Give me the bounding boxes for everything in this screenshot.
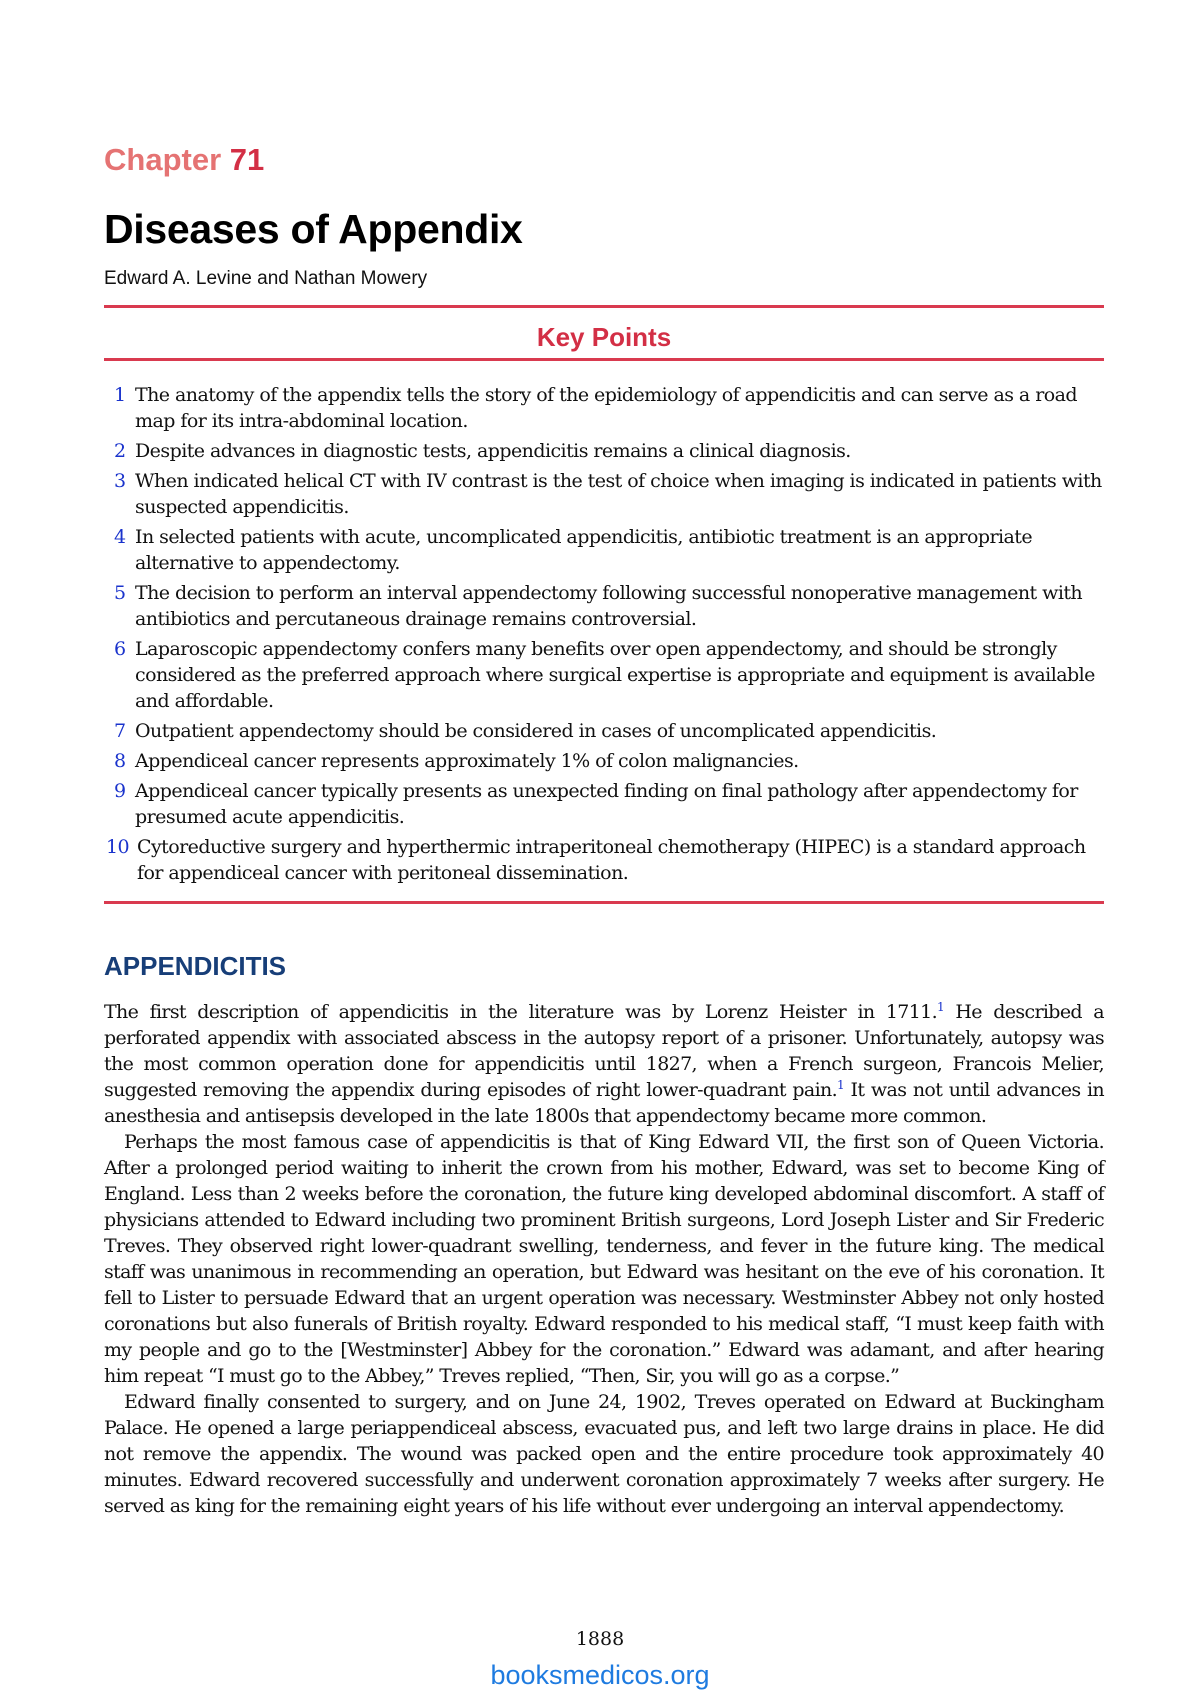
key-points-top-rule (104, 305, 1104, 308)
key-point-text: When indicated helical CT with IV contrast is the test of choice when imaging is indicated in patients with suspected appendicitis. (135, 470, 1102, 518)
key-point-item (104, 778, 1104, 830)
key-point-number[interactable]: 10 (106, 836, 130, 858)
reference-link[interactable]: 1 (936, 1000, 944, 1014)
authors: Edward A. Levine and Nathan Mowery (104, 268, 428, 289)
key-point-number[interactable]: 9 (114, 780, 126, 802)
key-point-number[interactable]: 7 (114, 720, 126, 742)
key-point-text: The decision to perform an interval appendectomy following successful nonoperative management with antibiotics and percutaneous drainage remains controversial. (135, 582, 1083, 630)
key-point-item (104, 834, 1104, 886)
key-point-number[interactable]: 5 (114, 582, 126, 604)
key-point-number[interactable]: 8 (114, 750, 126, 772)
reference-link[interactable]: 1 (837, 1078, 845, 1092)
key-point-text: In selected patients with acute, uncomplicated appendicitis, antibiotic treatment is an appropriate alternative to appendectomy. (135, 526, 1033, 574)
paragraph-text: The first description of appendicitis in the literature was by Lorenz Heister in 1711. (104, 1001, 937, 1023)
key-point-text: Despite advances in diagnostic tests, appendicitis remains a clinical diagnosis. (135, 440, 851, 462)
key-point-item (104, 468, 1104, 520)
key-point-item (104, 580, 1104, 632)
key-point-item (104, 748, 1104, 774)
key-points-bottom-rule (104, 901, 1104, 904)
paragraph-text: He described a perforated appendix with associated abscess in the autopsy report of a prisoner. Unfortunately, autopsy was the most common operation done for appendicitis until 1827, when a French surgeon, Francois Melier, suggested removing the appendix during episodes of right lower-quadrant pain. (104, 1001, 1104, 1101)
key-point-number[interactable]: 2 (114, 440, 126, 462)
paragraph: Edward finally consented to surgery, and on June 24, 1902, Treves operated on Edward at Buckingham Palace. He opened a large periappendiceal abscess, evacuated pus, and left two large drains in place. He did not remove the appendix. The wound was packed open and the entire procedure took approximately 40 minutes. Edward recovered successfully and underwent coronation approximately 7 weeks after surgery. He served as king for the remaining eight years of his life without ever undergoing an interval appendectomy. (104, 1391, 1104, 1517)
key-point-text: Outpatient appendectomy should be considered in cases of uncomplicated appendicitis. (135, 720, 937, 742)
key-point-item (104, 438, 1104, 464)
chapter-label (104, 142, 264, 178)
key-point-item (104, 636, 1104, 714)
page-title: Diseases of Appendix (104, 206, 523, 252)
key-point-item (104, 524, 1104, 576)
key-point-number[interactable]: 1 (114, 384, 126, 406)
key-point-text: The anatomy of the appendix tells the story of the epidemiology of appendicitis and can serve as a road map for its intra-abdominal location. (135, 384, 1078, 432)
key-points-list (104, 382, 1104, 890)
section-body (104, 999, 1104, 1519)
paragraph-text: It was not until advances in anesthesia and antisepsis developed in the late 1800s that appendectomy became more common. (104, 1079, 1104, 1127)
paragraph: Perhaps the most famous case of appendicitis is that of King Edward VII, the first son of Queen Victoria. After a prolonged period waiting to inherit the crown from his mother, Edward, was set to become King of England. Less than 2 weeks before the coronation, the future king developed abdominal discomfort. A staff of physicians attended to Edward including two prominent British surgeons, Lord Joseph Lister and Sir Frederic Treves. They observed right lower-quadrant swelling, tenderness, and fever in the future king. The medical staff was unanimous in recommending an operation, but Edward was hesitant on the eve of his coronation. It fell to Lister to persuade Edward that an urgent operation was necessary. Westminster Abbey not only hosted coronations but also funerals of British royalty. Edward responded to his medical staff, “I must keep faith with my people and go to the [Westminster] Abbey for the coronation.” Edward was adamant, and after hearing him repeat “I must go to the Abbey,” Treves replied, “Then, Sir, you will go as a corpse.” (104, 1131, 1104, 1387)
key-point-number[interactable]: 4 (114, 526, 126, 548)
key-points-heading: Key Points (536, 322, 672, 352)
key-point-text: Cytoreductive surgery and hyperthermic intraperitoneal chemotherapy (HIPEC) is a standard approach for appendiceal cancer with peritoneal dissemination. (137, 836, 1086, 884)
key-point-number[interactable]: 6 (114, 638, 126, 660)
key-point-text: Appendiceal cancer represents approximately 1% of colon malignancies. (135, 750, 799, 772)
chapter-word: Chapter (104, 142, 222, 177)
page-number: 1888 (575, 1628, 625, 1650)
chapter-number: 71 (229, 142, 265, 177)
key-point-text: Laparoscopic appendectomy confers many benefits over open appendectomy, and should be strongly considered as the preferred approach where surgical expertise is appropriate and equipment is available and affordable. (135, 638, 1095, 712)
section-heading: APPENDICITIS (104, 951, 287, 981)
key-point-number[interactable]: 3 (114, 470, 126, 492)
key-point-item (104, 382, 1104, 434)
key-point-text: Appendiceal cancer typically presents as unexpected finding on final pathology after appendectomy for presumed acute appendicitis. (135, 780, 1078, 828)
key-point-item (104, 718, 1104, 744)
watermark-link[interactable]: booksmedicos.org (490, 1660, 710, 1690)
key-points-mid-rule (104, 358, 1104, 361)
paragraph (104, 999, 1104, 1129)
